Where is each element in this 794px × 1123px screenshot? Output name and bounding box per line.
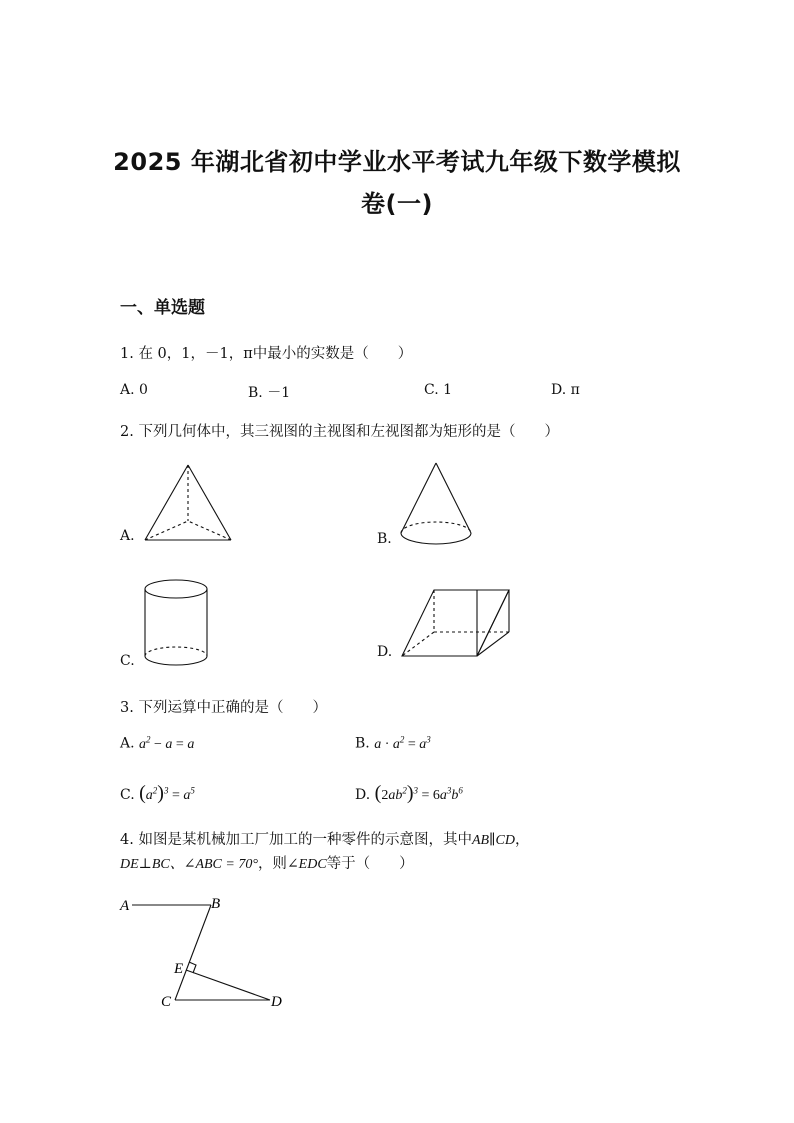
q3-option-c-label: C. xyxy=(120,787,135,803)
q3-option-a-formula: $a^2 - a = a$ xyxy=(139,734,195,752)
q4-text-2: ，则 xyxy=(257,856,287,872)
q3-option-a-label: A. xyxy=(120,735,135,752)
segment-ed xyxy=(186,970,270,1000)
q3-option-d-formula: $(2ab^2)^3 = 6a^3b^6$ xyxy=(374,782,463,804)
q1-option-a[interactable]: A. 0 xyxy=(120,382,148,398)
q2-option-c-label[interactable]: C. xyxy=(120,653,135,669)
q4-text-1: 4. 如图是某机械加工厂加工的一种零件的示意图，其中 xyxy=(120,832,472,848)
q2-option-d-label[interactable]: D. xyxy=(377,644,393,660)
q4-text-2-end: 等于（ ） xyxy=(326,856,414,872)
point-c-label: C xyxy=(161,994,172,1010)
q4-text-1-end: ， xyxy=(514,832,530,848)
q1-option-b[interactable]: B. －1 xyxy=(248,385,291,401)
point-a-label: A xyxy=(120,898,130,914)
paper-title-line2: 卷(一) xyxy=(361,190,433,218)
question-2-stem: 2. 下列几何体中，其三视图的主视图和左视图都为矩形的是（ ） xyxy=(120,424,559,440)
q3-option-b-formula: $a \cdot a^2 = a^3$ xyxy=(374,734,431,752)
q4-target-angle: ∠EDC xyxy=(286,857,327,872)
point-b-label: B xyxy=(211,896,221,912)
q4-condition-perpendicular-angle: DE⊥BC、∠ABC = 70° xyxy=(120,857,258,872)
point-e-label: E xyxy=(174,961,184,977)
q3-option-c-formula: $(a^2)^3 = a^5$ xyxy=(139,782,195,804)
section-heading: 一、单选题 xyxy=(120,298,205,318)
q1-option-d[interactable]: D. π xyxy=(551,382,580,398)
q2-option-b-label[interactable]: B. xyxy=(377,531,392,547)
q2-option-a-label[interactable]: A. xyxy=(120,528,135,544)
point-d-label: D xyxy=(271,994,282,1010)
question-3-stem: 3. 下列运算中正确的是（ ） xyxy=(120,700,327,716)
q3-option-b-label: B. xyxy=(355,735,370,752)
q1-option-c[interactable]: C. 1 xyxy=(424,382,453,398)
question-1-stem: 1. 在 0，1，－1，π中最小的实数是（ ） xyxy=(120,346,413,362)
q3-option-d-label: D. xyxy=(355,787,371,803)
segment-bc xyxy=(175,905,211,1000)
paper-title-line1: 2025 年湖北省初中学业水平考试九年级下数学模拟 xyxy=(113,148,681,176)
q4-condition-parallel: AB∥CD xyxy=(471,833,515,848)
